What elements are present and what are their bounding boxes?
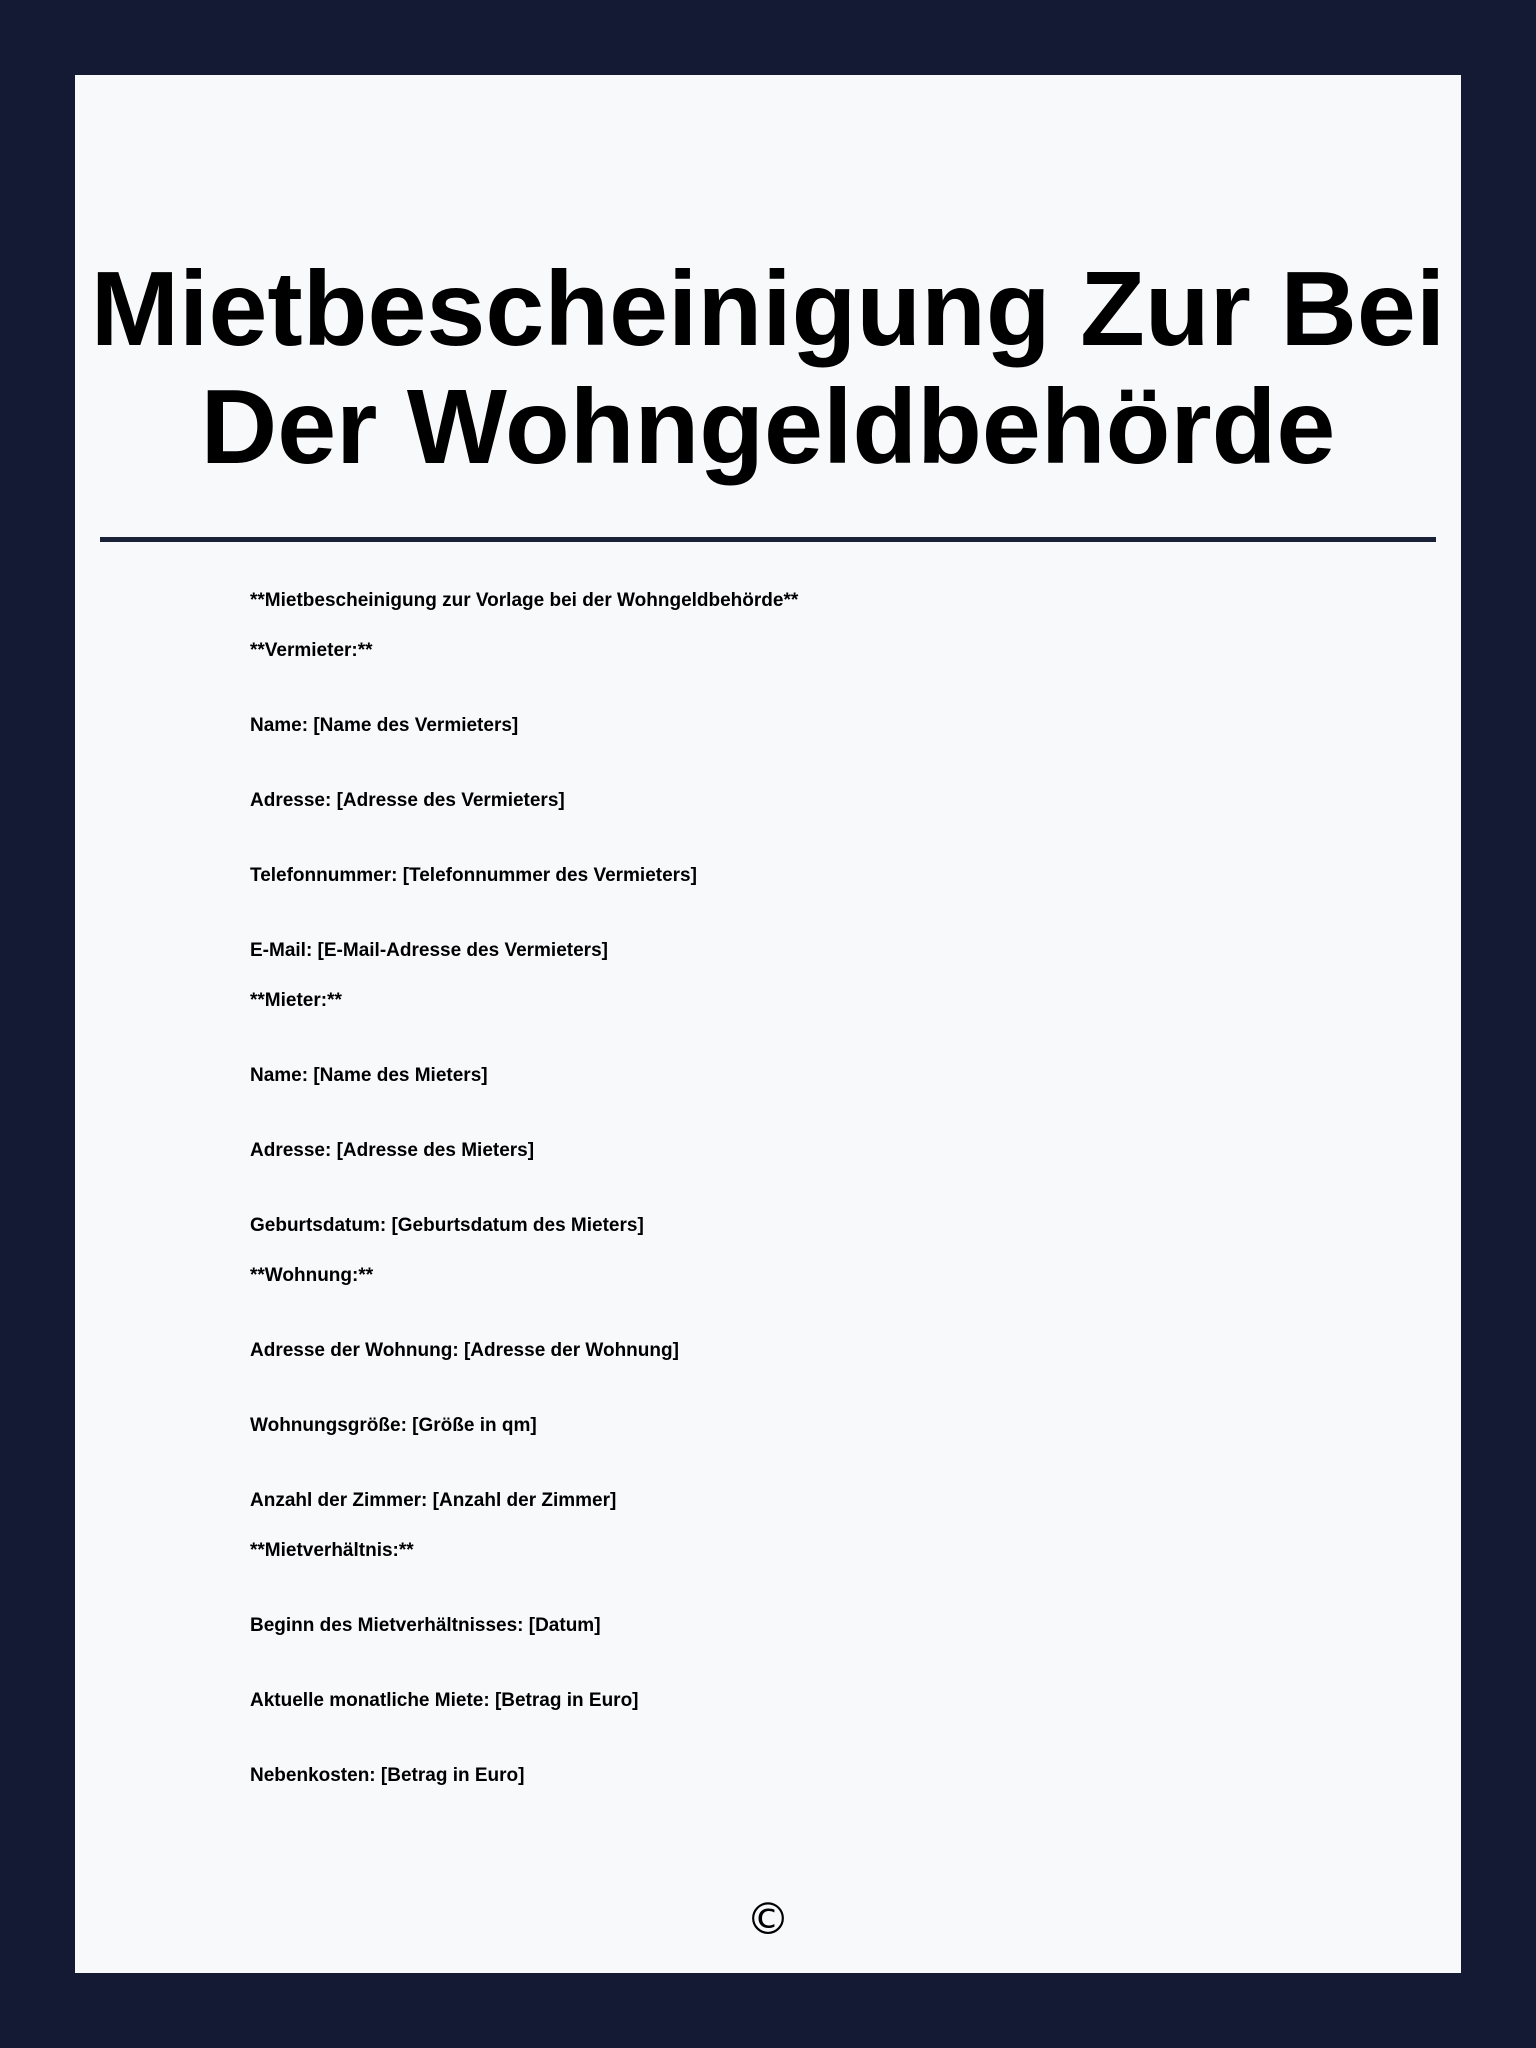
title-line-1: Mietbescheinigung Zur Bei [90, 250, 1446, 368]
copyright-icon: © [746, 1894, 790, 1945]
field-nebenkosten: Nebenkosten: [Betrag in Euro] [250, 1765, 525, 1786]
field-vermieter-telefon: Telefonnummer: [Telefonnummer des Vermieters] [250, 865, 697, 886]
field-mietbeginn: Beginn des Mietverhältnisses: [Datum] [250, 1615, 601, 1636]
field-wohnung-adresse: Adresse der Wohnung: [Adresse der Wohnung] [250, 1340, 679, 1361]
section-heading-mietverhaeltnis: **Mietverhältnis:** [250, 1540, 414, 1561]
field-vermieter-name: Name: [Name des Vermieters] [250, 715, 519, 736]
field-mieter-geburtsdatum: Geburtsdatum: [Geburtsdatum des Mieters] [250, 1215, 644, 1236]
field-monatliche-miete: Aktuelle monatliche Miete: [Betrag in Euro] [250, 1690, 639, 1711]
field-wohnung-groesse: Wohnungsgröße: [Größe in qm] [250, 1415, 537, 1436]
field-wohnung-zimmer: Anzahl der Zimmer: [Anzahl der Zimmer] [250, 1490, 617, 1511]
title-divider [100, 537, 1436, 542]
section-heading-vermieter: **Vermieter:** [250, 640, 373, 661]
document-heading: **Mietbescheinigung zur Vorlage bei der Wohngeldbehörde** [250, 590, 799, 611]
field-vermieter-adresse: Adresse: [Adresse des Vermieters] [250, 790, 565, 811]
section-heading-mieter: **Mieter:** [250, 990, 342, 1011]
title-line-2: Der Wohngeldbehörde [200, 368, 1336, 486]
field-mieter-name: Name: [Name des Mieters] [250, 1065, 488, 1086]
document-page [75, 75, 1461, 1973]
field-mieter-adresse: Adresse: [Adresse des Mieters] [250, 1140, 535, 1161]
document-title [75, 250, 1461, 486]
section-heading-wohnung: **Wohnung:** [250, 1265, 374, 1286]
field-vermieter-email: E-Mail: [E-Mail-Adresse des Vermieters] [250, 940, 608, 961]
